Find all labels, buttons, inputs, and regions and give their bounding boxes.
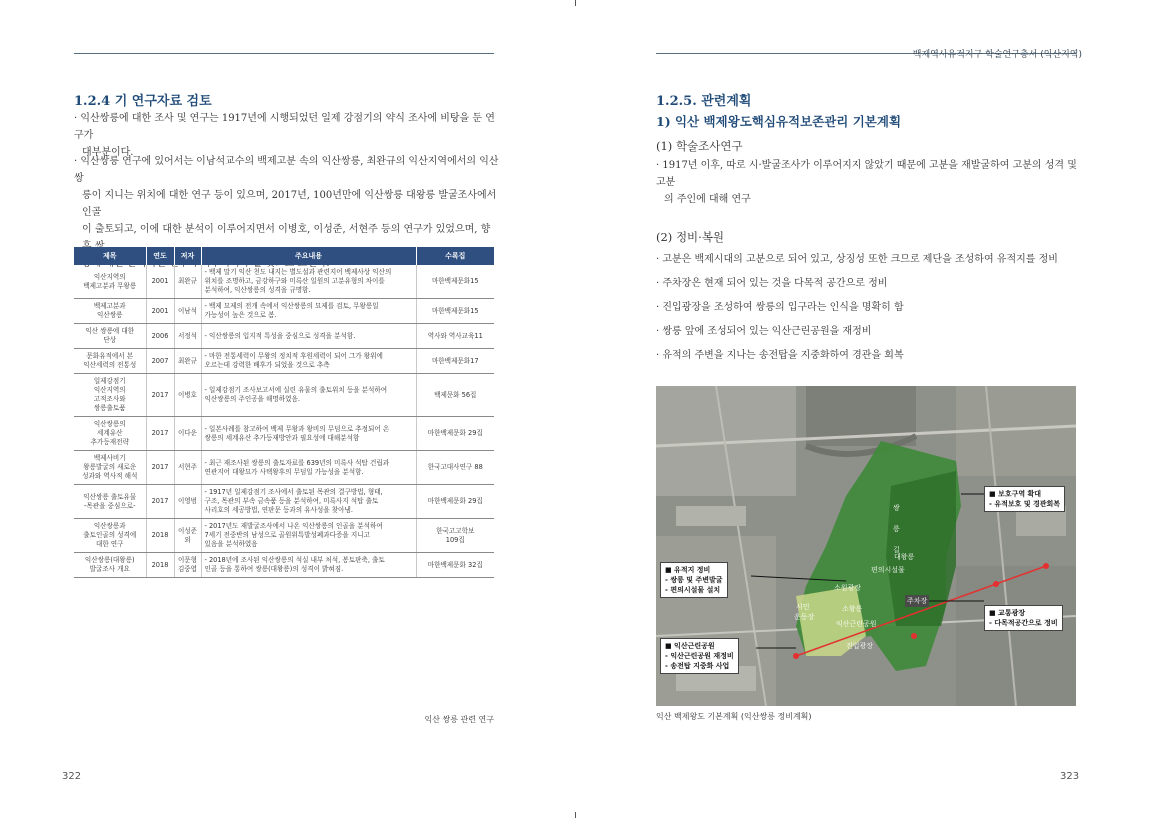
- cell-content: [201, 324, 416, 349]
- list-item: · 주차장은 현재 되어 있는 것을 다목적 공간으로 정비: [656, 278, 888, 289]
- crop-mark-bottom: [575, 812, 576, 818]
- map-label-gym2: 운동장: [794, 613, 815, 621]
- cell-line: 마한백제문화15: [431, 306, 479, 315]
- cell-line: 익산지역의: [93, 386, 126, 394]
- pylon-marker: [993, 581, 999, 587]
- group2-title: (2) 정비·복원: [656, 230, 725, 244]
- cell-line: 성과와 역사적 해석: [82, 472, 138, 480]
- cell-line: 문화유적에서 본: [86, 352, 134, 360]
- page-number-right: 323: [1060, 771, 1080, 782]
- cell-line: - 익산쌍릉의 입지적 특성을 중심으로 성격을 분석함.: [204, 331, 356, 340]
- cell-line: 인골 등을 통하여 쌍릉(대왕릉)의 성격이 밝혀짐.: [204, 565, 344, 573]
- cell-source: [416, 324, 494, 349]
- cell-source: [416, 553, 494, 578]
- map-label-daewang: 대왕릉: [894, 553, 915, 561]
- cell-line: 백제고분과: [93, 302, 126, 310]
- cell-line: 이성준: [177, 526, 198, 535]
- cell-line: 오르는데 강력한 배후가 되었을 것으로 추측: [204, 361, 330, 369]
- cell-line: 발굴조사 개요: [89, 565, 130, 573]
- map-label-park: 익산근린공원: [836, 620, 877, 628]
- cell-year: 2001: [146, 265, 174, 299]
- map-label-gil: 길: [893, 546, 900, 554]
- map-label-parking: 주차장: [907, 597, 928, 605]
- list-item: · 유적의 주변을 지나는 송전탑을 지중화하여 경관을 회복: [656, 350, 904, 361]
- cell-line: 한국고대사연구 88: [427, 463, 483, 471]
- group1-title: (1) 학술조사연구: [656, 139, 743, 153]
- cell-year: 2007: [146, 349, 174, 374]
- cell-title: [74, 485, 146, 519]
- cell-line: 출토인골의 성격에: [83, 531, 137, 539]
- cell-content: [201, 519, 416, 553]
- text-line: · 익산쌍릉에 대한 조사 및 연구는 1917년에 시행되었던 일제 강점기의 약식 조사에 비탕을 둔 연구가: [74, 113, 495, 141]
- cell-line: 마한백제문화 29집: [427, 497, 483, 505]
- cell-source: [416, 519, 494, 553]
- list-item: · 진입광장을 조성하여 쌍릉의 입구라는 인식을 명확히 함: [656, 302, 904, 313]
- cell-title: [74, 349, 146, 374]
- cell-author: [174, 299, 201, 324]
- cell-line: 익산지역의: [93, 272, 126, 281]
- cell-line: 이다운: [177, 429, 198, 437]
- cell-source: [416, 417, 494, 451]
- cell-year: 2018: [146, 519, 174, 553]
- callout-line: ■ 익산근린공원: [665, 642, 715, 650]
- cell-line: 이영범: [177, 497, 198, 505]
- cell-line: 구조, 목관의 부속 금속품 등을 분석하여, 미륵사지 석탑 출토: [204, 497, 379, 505]
- cell-year: 2001: [146, 299, 174, 324]
- cell-year: 2017: [146, 451, 174, 485]
- table-row: [74, 485, 494, 519]
- cell-line: 있음을 분석하였음: [204, 540, 258, 548]
- cell-content: [201, 265, 416, 299]
- cell-author: [174, 553, 201, 578]
- cell-line: 역사와 역사교육11: [427, 331, 483, 340]
- cell-line: 마한백제문화15: [431, 277, 479, 285]
- cell-line: - 백제 말기 익산 천도 내지는 별도설과 관련지어 백제사상 익산의: [204, 268, 392, 276]
- cell-line: 고적조사와: [93, 395, 126, 403]
- research-table: [74, 247, 494, 578]
- group1-text: [656, 157, 1081, 208]
- cell-author: [174, 374, 201, 417]
- text-line: 대부분이다.: [82, 147, 134, 158]
- cell-line: 연관지어 대왕묘가 사택왕후의 무덤일 가능성을 분석함.: [204, 467, 364, 476]
- cell-source: [416, 265, 494, 299]
- cell-line: - 최근 재조사된 쌍릉의 출토자료를 639년의 미륵사 석탑 건립과: [204, 458, 390, 467]
- cell-line: - 2017년도 재발굴조사에서 나온 익산쌍릉의 인골을 분석하여: [204, 522, 383, 530]
- list-item: · 쌍릉 앞에 조성되어 있는 익산근린공원을 재정비: [656, 326, 872, 337]
- callout-site: [660, 562, 728, 598]
- cell-title: [74, 417, 146, 451]
- map-caption: 익산 백제왕도 기본계획 (익산쌍릉 정비계획): [656, 712, 812, 721]
- cell-year: 2006: [146, 324, 174, 349]
- col-title-header: 제목: [74, 247, 146, 265]
- table-caption: 익산 쌍릉 관련 연구: [424, 715, 494, 724]
- cell-content: [201, 349, 416, 374]
- cell-content: [201, 299, 416, 324]
- text-line: 이 출토되고, 이에 대한 분석이 이루어지면서 이병호, 이성준, 서현주 등의 연구가 있었으며, 향: [82, 224, 491, 235]
- callout-line: - 다목적공간으로 정비: [989, 619, 1058, 627]
- cell-line: 익산쌍릉과: [93, 522, 126, 530]
- cell-line: 백제사비기: [93, 454, 126, 462]
- cell-title: [74, 451, 146, 485]
- cell-line: 서정석: [177, 331, 198, 340]
- section-heading: 1.2.4 기 연구자료 검토: [74, 94, 212, 109]
- cell-line: - 1917년 일제강점기 조사에서 출토된 목관의 결구방법, 형태,: [204, 488, 383, 496]
- cell-line: - 백제 묘제의 전개 속에서 익산쌍릉의 묘제를 검토, 무왕릉일: [204, 302, 379, 310]
- group2-list: [656, 248, 1081, 368]
- callout-protection: [984, 486, 1065, 512]
- cell-source: [416, 485, 494, 519]
- cell-content: [201, 451, 416, 485]
- cell-content: [201, 553, 416, 578]
- col-year-header: 연도: [146, 247, 174, 265]
- table-row: [74, 265, 494, 299]
- header-rule-left: [74, 53, 494, 54]
- cell-line: 단상: [103, 336, 117, 344]
- map-label-reung: 릉: [893, 525, 900, 533]
- cell-line: 사리호의 세공방법, 연판문 등과의 유사성을 찾아냄.: [204, 506, 353, 514]
- table-row: [74, 519, 494, 553]
- cell-content: [201, 374, 416, 417]
- callout-line: - 송전탑 지중화 사업: [665, 662, 730, 670]
- callout-line: - 익산근린공원 재정비: [665, 652, 734, 660]
- cell-line: -목관을 중심으로-: [84, 501, 136, 510]
- cell-line: 백제문화 56집: [434, 390, 477, 399]
- cell-line: - 일본사례를 참고하여 백제 무왕과 왕비의 무덤으로 추정되어 온: [204, 424, 390, 433]
- col-author-header: 저자: [174, 247, 201, 265]
- cell-author: [174, 519, 201, 553]
- cell-line: 익산쌍릉 출토유물: [83, 492, 137, 501]
- cell-line: 마한백제문화 32집: [427, 560, 483, 569]
- cell-source: [416, 299, 494, 324]
- aerial-plan-map: [656, 386, 1076, 706]
- cell-title: [74, 299, 146, 324]
- callout-line: ■ 교통광장: [989, 609, 1026, 617]
- cell-line: 세계유산: [97, 429, 123, 437]
- cell-line: 최완규: [177, 356, 198, 365]
- text-line: 의 주인에 대해 연구: [664, 194, 751, 205]
- pylon-marker: [1043, 563, 1049, 569]
- cell-line: 외: [184, 535, 191, 544]
- cell-line: 익산 쌍릉에 대한: [85, 327, 135, 335]
- cell-line: 백제고분과 무왕릉: [83, 281, 137, 290]
- callout-line: - 쌍릉 및 주변발굴: [665, 576, 723, 584]
- cell-author: [174, 324, 201, 349]
- cell-line: 대한 연구: [95, 540, 124, 548]
- cell-author: [174, 349, 201, 374]
- running-header: 백제역사유적지구 학술연구총서 (익산지역): [912, 50, 1082, 60]
- callout-line: ■ 보호구역 확대: [989, 490, 1042, 498]
- callout-line: ■ 유적지 정비: [665, 566, 711, 574]
- cell-title: [74, 265, 146, 299]
- cell-title: [74, 374, 146, 417]
- cell-line: 익산쌍릉(대왕릉): [84, 556, 135, 564]
- cell-line: 109집: [445, 535, 465, 544]
- list-item: · 고분은 백제시대의 고분으로 되어 있고, 상징성 또한 크므로 제단을 조성하여 유적지를 정비: [656, 254, 1058, 265]
- cell-line: 쌍릉의 세계유산 추가등재방안과 필요성에 대해분석함: [204, 433, 360, 442]
- cell-line: 마한백제문화 29집: [427, 429, 483, 437]
- map-label-sowang: 소왕릉: [842, 605, 863, 613]
- col-source-header: 수록집: [416, 247, 494, 265]
- cell-line: 위치를 조명하고, 금강하구와 미륵산 일원의 고분유형의 차이를: [204, 277, 385, 285]
- cell-title: [74, 324, 146, 349]
- table-row: [74, 299, 494, 324]
- table-header-row: [74, 247, 494, 265]
- table-row: [74, 324, 494, 349]
- cell-line: 익산쌍릉: [97, 311, 123, 319]
- cell-content: [201, 417, 416, 451]
- map-label-facility: 편의시설물: [871, 566, 905, 574]
- cell-source: [416, 374, 494, 417]
- map-label-plaza: 소원광장: [834, 584, 862, 592]
- cell-line: 최완규: [177, 277, 198, 285]
- page-number-left: 322: [62, 771, 82, 782]
- cell-author: [174, 451, 201, 485]
- callout-line: - 편의시설물 설치: [665, 586, 721, 594]
- cell-line: - 마한 전통세력이 무왕의 정치적 후원세력이 되어 그가 왕위에: [204, 352, 383, 360]
- cell-line: 이문형: [177, 556, 198, 564]
- callout-plaza: [984, 605, 1063, 631]
- cell-line: 쌍릉출토품: [93, 404, 126, 412]
- cell-line: 마한백제문화17: [431, 356, 479, 365]
- cell-line: 한국고고학보: [436, 526, 475, 535]
- pylon-marker: [793, 653, 799, 659]
- cell-line: 이남석: [177, 306, 198, 315]
- cell-line: 익산세력의 전통성: [83, 361, 137, 369]
- cell-year: 2017: [146, 485, 174, 519]
- cell-author: [174, 265, 201, 299]
- cell-line: 이병호: [177, 390, 198, 399]
- col-content-header: 주요내용: [201, 247, 416, 265]
- table-row: [74, 349, 494, 374]
- plan-subheading: 1) 익산 백제왕도핵심유적보존관리 기본계획: [656, 114, 902, 129]
- cell-line: 분석하여, 익산쌍릉의 성격을 규명함.: [204, 286, 311, 294]
- section-heading-right: 1.2.5. 관련계획: [656, 94, 752, 109]
- cell-title: [74, 553, 146, 578]
- cell-source: [416, 451, 494, 485]
- cell-year: 2017: [146, 417, 174, 451]
- table-row: [74, 553, 494, 578]
- cell-year: 2017: [146, 374, 174, 417]
- cell-author: [174, 485, 201, 519]
- callout-line: - 유적보호 및 경관회복: [989, 500, 1061, 508]
- table-row: [74, 451, 494, 485]
- cell-line: 왕릉발굴의 새로운: [83, 463, 137, 471]
- table-row: [74, 374, 494, 417]
- cell-line: 익산쌍릉의 주인공을 해명하였음.: [204, 395, 300, 403]
- cell-author: [174, 417, 201, 451]
- cell-year: 2018: [146, 553, 174, 578]
- cell-line: - 일제강점기 조사보고서에 실린 유물의 출토위치 등을 분석하여: [204, 386, 388, 394]
- cell-line: 추가등재전략: [90, 438, 129, 446]
- cell-line: 7세기 전중반의 남성으로 골원위특발성폐과다증을 지니고: [204, 531, 370, 539]
- map-label-gym: 시민: [796, 603, 810, 611]
- text-line: · 익산쌍릉 연구에 있어서는 이남석교수의 백제고분 속의 익산쌍릉, 최완규의 익산지역에서의 익산쌍: [74, 156, 499, 184]
- cell-line: 서현주: [177, 463, 198, 471]
- text-line: 릉이 지니는 위치에 대한 연구 등이 있으며, 2017년, 100년만에 익산쌍릉 대왕릉 발굴조사에서 인골: [82, 190, 497, 218]
- text-line: · 1917년 이후, 따로 시·발굴조사가 이루어지지 않았기 때문에 고분을 재발굴하여 고분의 성격 및 고분: [656, 160, 1077, 188]
- table-row: [74, 417, 494, 451]
- pylon-marker: [911, 633, 917, 639]
- cell-line: 가능성이 높은 것으로 봄.: [204, 311, 277, 319]
- map-label-ssang: 쌍: [893, 504, 900, 512]
- callout-park: [660, 638, 739, 674]
- crop-mark-top: [575, 0, 576, 6]
- cell-line: 김중엽: [177, 565, 198, 573]
- cell-line: 일제강점기: [93, 377, 126, 385]
- cell-title: [74, 519, 146, 553]
- cell-content: [201, 485, 416, 519]
- cell-line: 익산쌍릉의: [93, 420, 126, 428]
- map-label-entry: 진입광장: [846, 642, 874, 650]
- cell-line: - 2018년에 조사된 익산쌍릉의 석실 내부 처석, 봉토판축, 출토: [204, 556, 385, 564]
- cell-source: [416, 349, 494, 374]
